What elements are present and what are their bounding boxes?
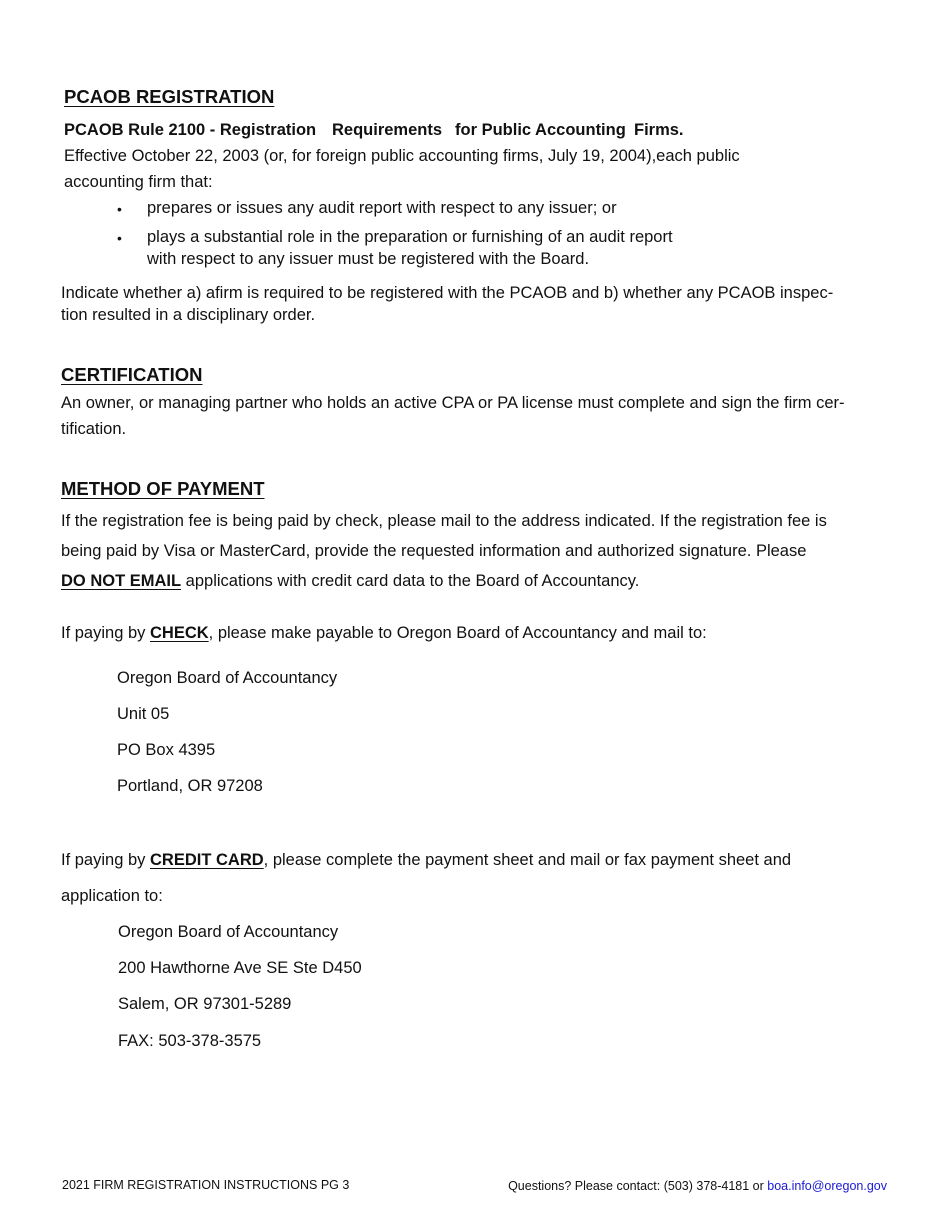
pcaob-heading: PCAOB REGISTRATION (64, 86, 275, 107)
footer-email-link[interactable]: boa.info@oregon.gov (767, 1179, 887, 1193)
check-prefix: If paying by (61, 624, 150, 642)
address-line: Unit 05 (117, 705, 170, 723)
payment-line-3 (61, 572, 639, 591)
rule-title-part3: for Public Accounting (455, 121, 626, 139)
rule-title-part4: Firms. (634, 121, 684, 139)
check-rest: , please make payable to Oregon Board of Accountancy and mail to: (208, 624, 707, 642)
bullet-text-2-line-2: with respect to any issuer must be registered with the Board. (147, 250, 590, 268)
address-line: Oregon Board of Accountancy (118, 923, 339, 941)
payment-line-1: If the registration fee is being paid by check, please mail to the address indicated. If the registration fee is (61, 512, 827, 530)
indicate-line-2: tion resulted in a disciplinary order. (61, 306, 316, 324)
payment-line-2: being paid by Visa or MasterCard, provide the requested information and authorized signature. Please (61, 542, 807, 560)
payment-heading: METHOD OF PAYMENT (61, 478, 265, 499)
address-line: Oregon Board of Accountancy (117, 669, 338, 687)
rule-title-part1: PCAOB Rule 2100 - Registration (64, 121, 317, 139)
address-line: Salem, OR 97301-5289 (118, 995, 292, 1013)
bullet-icon: • (117, 201, 122, 217)
bullet-text-2-line-1: plays a substantial role in the preparation or furnishing of an audit report (147, 228, 673, 246)
footer-contact (508, 1179, 887, 1193)
bullet-icon: • (117, 230, 122, 246)
address-line: PO Box 4395 (117, 741, 216, 759)
credit-card-line-2: application to: (61, 887, 163, 905)
check-emphasis: CHECK (149, 624, 209, 642)
footer-contact-text: Questions? Please contact: (503) 378-4181 or (508, 1179, 768, 1193)
credit-card-instructions (61, 851, 791, 870)
check-instructions (61, 624, 707, 643)
rule-title-part2: Requirements (332, 121, 443, 139)
card-prefix: If paying by (61, 851, 150, 869)
bullet-text-1: prepares or issues any audit report with respect to any issuer; or (147, 199, 617, 217)
card-rest: , please complete the payment sheet and mail or fax payment sheet and (263, 851, 792, 869)
effective-line-1: Effective October 22, 2003 (or, for foreign public accounting firms, July 19, 2004),each public (64, 147, 740, 165)
effective-line-2: accounting firm that: (64, 173, 213, 191)
address-line: Portland, OR 97208 (117, 777, 263, 795)
footer-page-label: 2021 FIRM REGISTRATION INSTRUCTIONS PG 3 (62, 1178, 350, 1192)
payment-line-3-rest: applications with credit card data to the Board of Accountancy. (181, 572, 640, 590)
certification-line-2: tification. (61, 420, 127, 438)
do-not-email-emphasis: DO NOT EMAIL (61, 572, 182, 590)
certification-heading: CERTIFICATION (61, 364, 203, 385)
fax-number: FAX: 503-378-3575 (118, 1032, 262, 1050)
credit-card-emphasis: CREDIT CARD (149, 851, 264, 869)
indicate-line-1: Indicate whether a) afirm is required to be registered with the PCAOB and b) whether any PCAOB inspec- (61, 284, 834, 302)
address-line: 200 Hawthorne Ave SE Ste D450 (118, 959, 362, 977)
certification-line-1: An owner, or managing partner who holds an active CPA or PA license must complete and sign the firm cer- (61, 394, 845, 412)
